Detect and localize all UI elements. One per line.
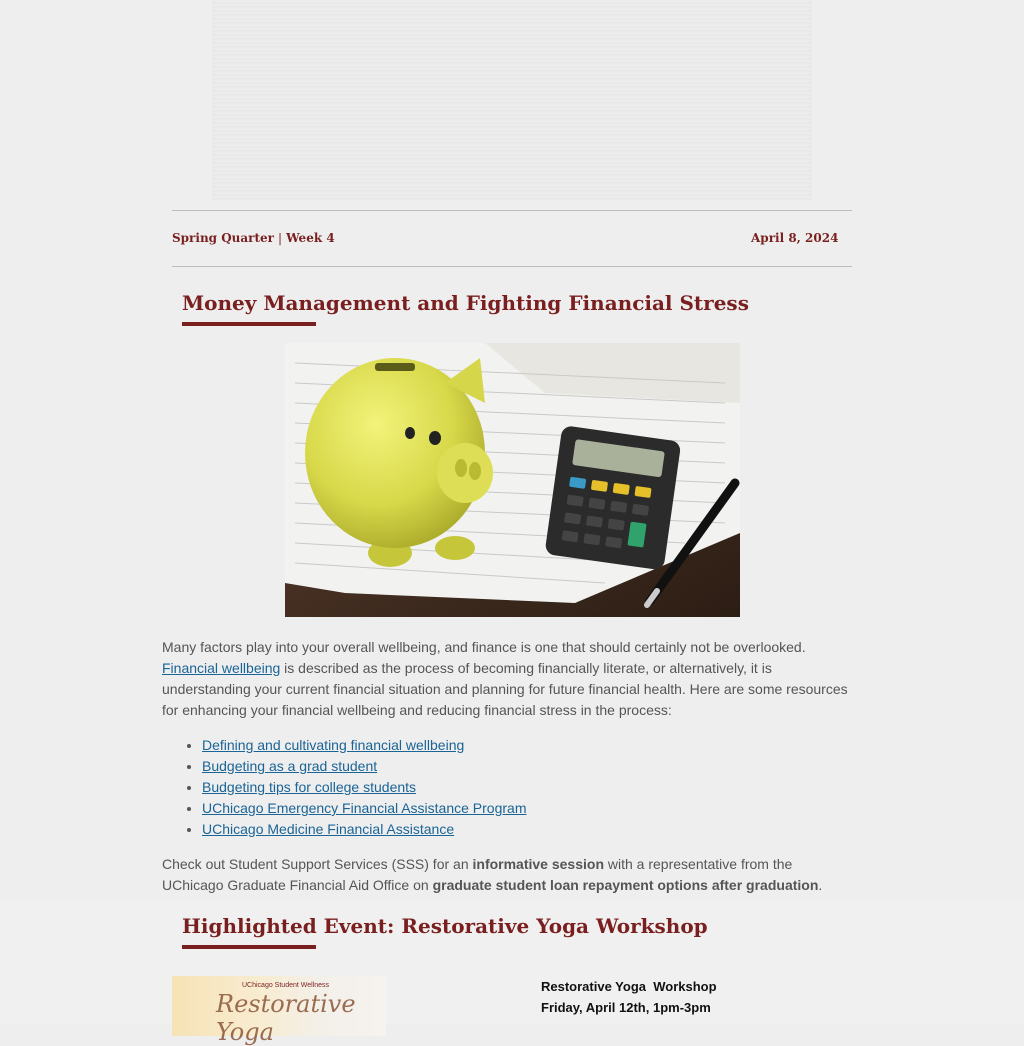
sss-text-2: with a representative from the UChicago Graduate Financial Aid Office on bbox=[162, 856, 793, 893]
section-title-event: Highlighted Event: Restorative Yoga Workshop bbox=[182, 914, 708, 938]
week-label: Week 4 bbox=[286, 231, 335, 245]
section-title-money: Money Management and Fighting Financial Stress bbox=[182, 291, 749, 315]
event-time: Friday, April 12th, 1pm-3pm bbox=[541, 1000, 711, 1015]
resource-link-list bbox=[162, 735, 882, 840]
resource-link-defining[interactable]: Defining and cultivating financial wellbeing bbox=[202, 737, 465, 753]
resource-link-medicine-assistance[interactable]: UChicago Medicine Financial Assistance bbox=[202, 821, 455, 837]
resource-link-emergency-assistance[interactable]: UChicago Emergency Financial Assistance Program bbox=[202, 800, 527, 816]
header-divider-top bbox=[172, 210, 852, 211]
issue-date: April 8, 2024 bbox=[751, 231, 839, 245]
list-item bbox=[202, 735, 882, 756]
resource-link-budgeting-tips[interactable]: Budgeting tips for college students bbox=[202, 779, 417, 795]
issue-label bbox=[172, 231, 335, 245]
event-name: Restorative Yoga Workshop bbox=[541, 979, 717, 994]
piggy-bank-image bbox=[285, 343, 740, 617]
issue-separator: | bbox=[278, 231, 283, 245]
event-details bbox=[541, 976, 841, 1018]
list-item bbox=[202, 798, 882, 819]
intro-paragraph bbox=[162, 637, 856, 721]
thumb-script-title: Restorative Yoga bbox=[216, 990, 356, 1046]
yoga-event-thumbnail[interactable] bbox=[172, 976, 386, 1046]
sss-text-1: Check out Student Support Services (SSS) for an bbox=[162, 856, 473, 872]
intro-text-1: Many factors play into your overall wellbeing, and finance is one that should certainly not be overlooked. bbox=[162, 639, 806, 655]
piggy-bank-calculator-icon bbox=[285, 343, 740, 617]
thumb-brand-label: UChicago Student Wellness bbox=[242, 982, 330, 989]
intro-text-2: is described as the process of becoming financially literate, or alternatively, it is understanding your current financial situation and planning for future financial health. Here are some resources for enhancing your financial wellbeing and reducing financial stress in the process: bbox=[162, 660, 848, 718]
header-banner bbox=[212, 0, 812, 200]
sss-text-3: . bbox=[818, 877, 823, 893]
section-title-underline bbox=[182, 322, 316, 326]
financial-wellbeing-link[interactable]: Financial wellbeing bbox=[162, 660, 281, 676]
list-item bbox=[202, 756, 882, 777]
list-item bbox=[202, 777, 882, 798]
sss-bold-session: informative session bbox=[472, 856, 604, 872]
header-divider-bottom bbox=[172, 266, 852, 267]
sss-bold-topic: graduate student loan repayment options after graduation bbox=[432, 877, 819, 893]
section-title-underline bbox=[182, 945, 316, 949]
quarter-label: Spring Quarter bbox=[172, 231, 275, 245]
resource-link-budgeting-grad[interactable]: Budgeting as a grad student bbox=[202, 758, 378, 774]
list-item bbox=[202, 819, 882, 840]
